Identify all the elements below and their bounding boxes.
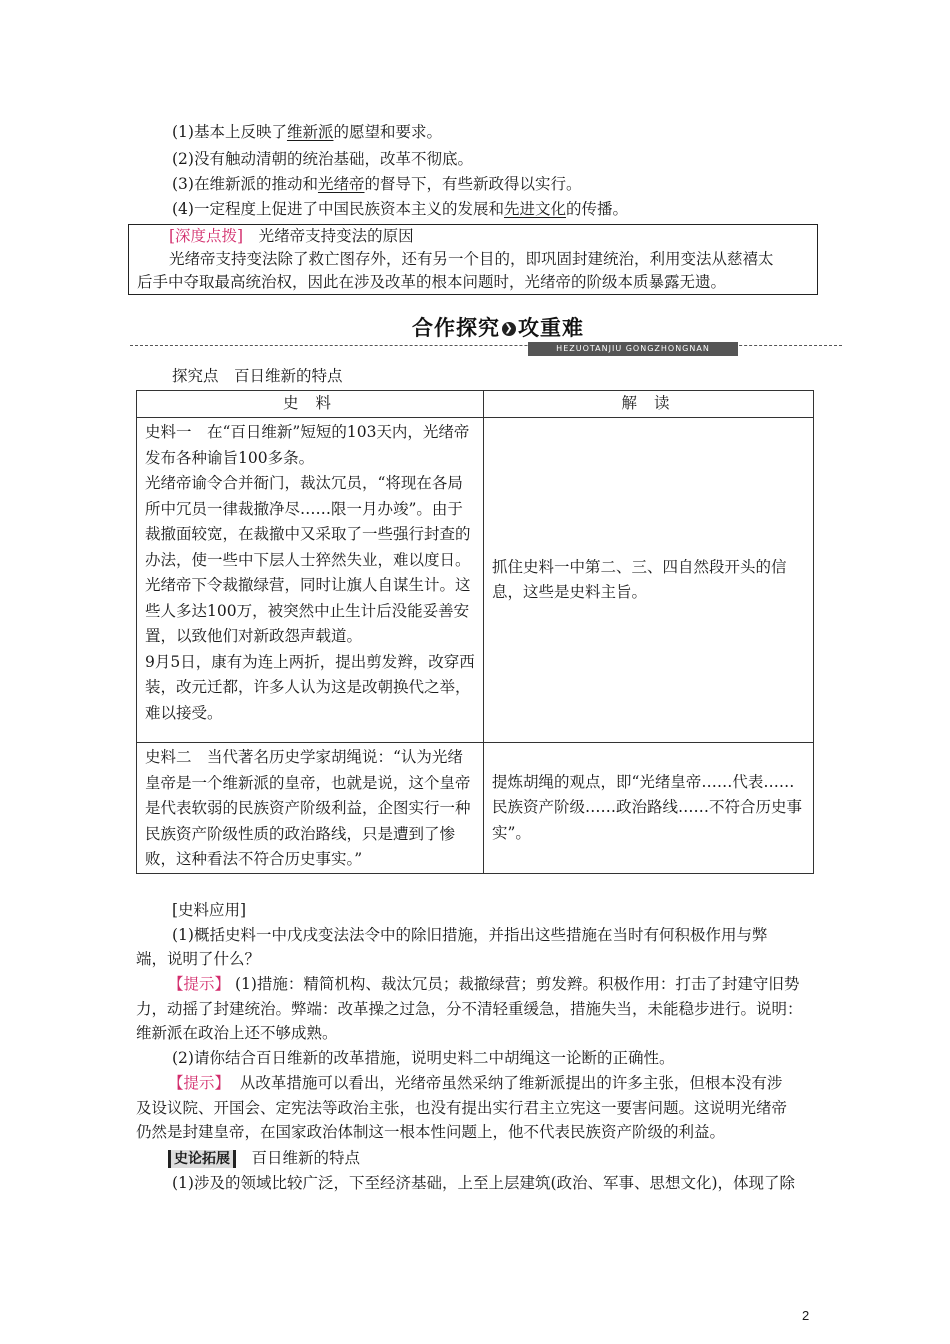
answer-2-a: 【提示】 从改革措施可以看出，光绪帝虽然采纳了维新派提出的许多主张，但根本没有涉 xyxy=(168,1074,783,1092)
effect-line-2: (2)没有触动清朝的统治基础，改革不彻底。 xyxy=(172,150,473,168)
extension-line-1: (1)涉及的领域比较广泛，下至经济基础，上至上层建筑(政治、军事、思想文化)，体现了除 xyxy=(172,1174,796,1192)
source-1-para-2: 光绪帝谕令合并衙门，裁汰冗员，“将现在各局所中冗员一律裁撤净尽……限一月办竣”。由于裁撤面较宽，在裁撤中又采取了一些强行封查的办法，使一些中下层人士猝然失业，难以度日。 xyxy=(145,474,471,569)
effect-line-1: (1)基本上反映了维新派的愿望和要求。 xyxy=(172,123,442,141)
source-cell-2 xyxy=(137,743,484,874)
reading-cell-2: 提炼胡绳的观点，即“光绪皇帝……代表……民族资产阶级……政治路线……不符合历史事实”。 xyxy=(484,743,814,874)
table-row xyxy=(137,418,814,743)
source-1-para-3: 光绪帝下令裁撤绿营，同时让旗人自谋生计。这些人多达100万，被突然中止生计后没能妥善安置，以致他们对新政怨声载道。 xyxy=(145,576,471,645)
application-label: [史料应用] xyxy=(172,901,247,919)
deep-insight-heading: [深度点拨] 光绪帝支持变法的原因 xyxy=(169,227,414,245)
source-table xyxy=(136,390,814,874)
answer-1-b: 力，动摇了封建统治。弊端：改革操之过急，分不清轻重缓急，措施失当，未能稳步进行。说明： xyxy=(136,1000,803,1018)
deep-insight-box xyxy=(128,224,818,295)
source-1-para-4: 9月5日，康有为连上两折，提出剪发辫，改穿西装，改元迁都，许多人认为这是改朝换代之举，难以接受。 xyxy=(145,652,475,722)
banner-pinyin: HEZUOTANJIU GONGZHONGNAN xyxy=(528,342,738,356)
table-row xyxy=(137,743,814,874)
question-2: (2)请你结合百日维新的改革措施，说明史料二中胡绳这一论断的正确性。 xyxy=(172,1049,675,1067)
header-source: 史 料 xyxy=(137,391,484,418)
page-number: 2 xyxy=(802,1308,810,1323)
table-header-row xyxy=(137,391,814,418)
header-reading: 解 读 xyxy=(484,391,814,418)
source-2-para-1: 史料二 当代著名历史学家胡绳说：“认为光绪皇帝是一个维新派的皇帝，也就是说，这个皇帝是代表软弱的民族资产阶级利益，企图实行一种民族资产阶级性质的政治路线，只是遭到了惨败，这种看法不符合历史事实。” xyxy=(145,748,471,868)
extension-heading: 史论拓展 百日维新的特点 xyxy=(168,1146,360,1170)
source-1-para-1: 史料一 在“百日维新”短短的103天内，光绪帝发布各种谕旨100多条。 xyxy=(145,423,470,467)
extension-tag: 史论拓展 xyxy=(168,1150,236,1168)
explore-title: 探究点 百日维新的特点 xyxy=(172,367,343,385)
source-cell-1 xyxy=(137,418,484,743)
banner-title: 合作探究 ❯ 攻重难 xyxy=(412,316,584,340)
question-1-b: 端，说明了什么？ xyxy=(136,950,261,968)
reading-cell-1: 抓住史料一中第二、三、四自然段开头的信息，这些是史料主旨。 xyxy=(484,418,814,743)
hint-label: 【提示】 xyxy=(168,975,231,993)
banner-arrow-icon: ❯ xyxy=(502,322,516,336)
hint-label-2: 【提示】 xyxy=(168,1074,231,1092)
effect-line-3: (3)在维新派的推动和光绪帝的督导下，有些新政得以实行。 xyxy=(172,175,582,193)
answer-2-c: 仍然是封建皇帝，在国家政治体制这一根本性问题上，他不代表民族资产阶级的利益。 xyxy=(136,1123,726,1141)
deep-insight-line-1: 光绪帝支持变法除了救亡图存外，还有另一个目的，即巩固封建统治，利用变法从慈禧太 xyxy=(169,250,774,268)
answer-1-c: 维新派在政治上还不够成熟。 xyxy=(136,1024,338,1042)
answer-1-a: 【提示】 (1)措施：精简机构、裁汰冗员；裁撤绿营；剪发辫。积极作用：打击了封建守旧势 xyxy=(168,975,800,993)
question-1-a: (1)概括史料一中戊戌变法法令中的除旧措施，并指出这些措施在当时有何积极作用与弊 xyxy=(172,926,768,944)
effect-line-4: (4)一定程度上促进了中国民族资本主义的发展和先进文化的传播。 xyxy=(172,200,628,218)
deep-insight-line-2: 后手中夺取最高统治权，因此在涉及改革的根本问题时，光绪帝的阶级本质暴露无遗。 xyxy=(137,273,727,291)
section-banner xyxy=(130,312,842,356)
answer-2-b: 及设议院、开国会、定宪法等政治主张，也没有提出实行君主立宪这一要害问题。这说明光绪帝 xyxy=(136,1099,788,1117)
